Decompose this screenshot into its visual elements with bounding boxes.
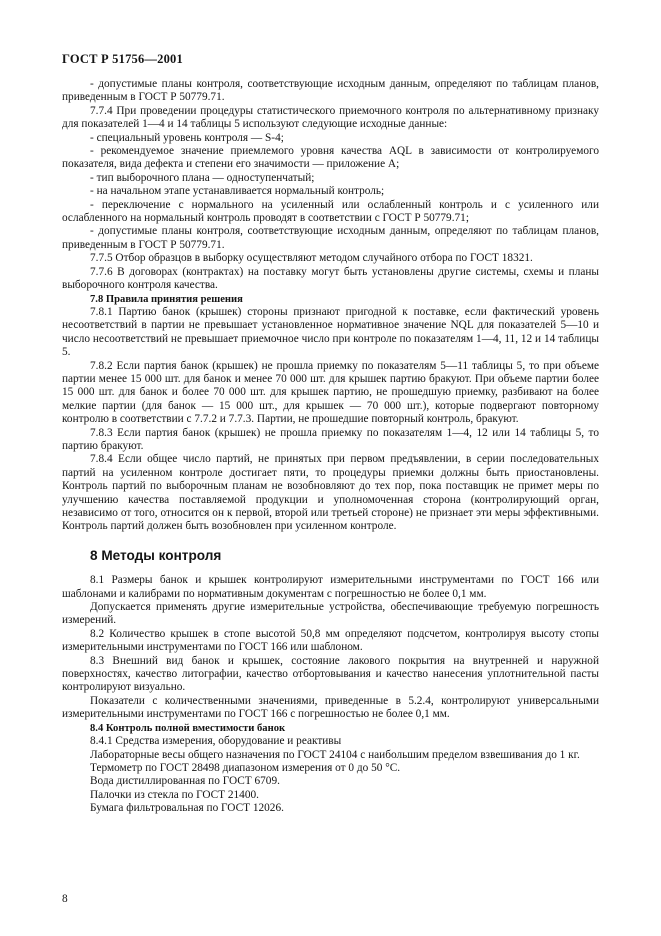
paragraph: 7.8.3 Если партия банок (крышек) не прошла приемку по показателям 1—4, 12 или 14 таблицы 5, то партию бракуют.: [62, 426, 599, 452]
paragraph: - допустимые планы контроля, соответствующие исходным данным, определяют по таблицам планов, приведенным в ГОСТ Р 50779.71.: [62, 78, 599, 104]
paragraph: Палочки из стекла по ГОСТ 21400.: [90, 788, 259, 801]
paragraph: 8.3 Внешний вид банок и крышек, состояние лакового покрытия на внутренней и наружной поверхностях, качество литографии, качество отбортовывания и качество нанесения уплотнительной пасты контролируют визуально.: [62, 654, 599, 694]
list-item: - тип выборочного плана — одноступенчатый;: [90, 171, 315, 184]
section-title: 8 Методы контроля: [90, 547, 222, 563]
page-number: 8: [62, 893, 68, 905]
paragraph: 7.7.5 Отбор образцов в выборку осуществляют методом случайного отбора по ГОСТ 18321.: [90, 252, 533, 265]
list-item: - рекомендуемое значение приемлемого уровня качества AQL в зависимости от контролируемого показателя, вида дефекта и степени его значимости — приложение А;: [62, 145, 599, 171]
paragraph: 7.7.4 При проведении процедуры статистического приемочного контроля по альтернативному признаку для показателей 1—4 и 14 таблицы 5 используют следующие исходные данные:: [62, 104, 599, 131]
paragraph: 8.2 Количество крышек в стопе высотой 50,8 мм определяют подсчетом, контролируя высоту стопы измерительными инструментами по ГОСТ 166 или шаблоном.: [62, 627, 599, 654]
list-item: - переключение с нормального на усиленный или ослабленный контроль и с усиленного или ослабленного на нормальный контроль проводят в соответствии с ГОСТ Р 50779.71;: [62, 198, 599, 225]
paragraph: Бумага фильтровальная по ГОСТ 12026.: [90, 802, 284, 815]
paragraph: Лабораторные весы общего назначения по ГОСТ 24104 с наибольшим пределом взвешивания до 1 кг.: [90, 748, 580, 761]
document-body: [62, 78, 599, 816]
paragraph: Допускается применять другие измерительные устройства, обеспечивающие требуемую погрешность измерений.: [62, 601, 599, 627]
paragraph: 7.7.6 В договорах (контрактах) на поставку могут быть установлены другие системы, схемы и планы выборочного контроля качества.: [62, 265, 599, 292]
list-item: - на начальном этапе устанавливается нормальный контроль;: [90, 185, 385, 198]
page-header: ГОСТ Р 51756—2001: [62, 52, 183, 66]
subsection-title: 7.8 Правила принятия решения: [90, 293, 243, 305]
paragraph: 8.1 Размеры банок и крышек контролируют измерительными инструментами по ГОСТ 166 или шаблонами и калибрами по нормативным документам с погрешностью не более 0,1 мм.: [62, 574, 599, 600]
subsection-title: 8.4 Контроль полной вместимости банок: [90, 722, 286, 734]
paragraph: 7.8.2 Если партия банок (крышек) не прошла приемку по показателям 5—11 таблицы 5, то при объеме партии менее 15 000 шт. для банок и менее 70 000 шт. для крышек партию бракуют. При объеме партии более 15 000 шт. для банок и более 70 000 шт. для крышек партию, не прошедшую приемку, разбивают на более мелкие партии (для банок — 15 000 шт., для крышек — 70 000 шт.), которые подвергают повторному контролю в соответствии с 7.7.2 и 7.7.3. Партии, не прошедшие повторный контроль, бракуют.: [62, 359, 599, 426]
list-item: - специальный уровень контроля — S-4;: [90, 131, 284, 144]
list-item: - допустимые планы контроля, соответствующие исходным данным, определяют по таблицам планов, приведенным в ГОСТ Р 50779.71.: [62, 225, 599, 251]
paragraph: Вода дистиллированная по ГОСТ 6709.: [90, 775, 280, 788]
paragraph: Термометр по ГОСТ 28498 диапазоном измерения от 0 до 50 °С.: [90, 761, 401, 774]
paragraph: 7.8.1 Партию банок (крышек) стороны признают пригодной к поставке, если фактический уровень несоответствий в партии не превышает установленное нормативное значение NQL для показателей 5—10 и число несоответствий не превышает приемочное число при контроле по показателям 1—4, 11, 12 и 14 таблицы 5.: [62, 305, 599, 359]
paragraph: 7.8.4 Если общее число партий, не принятых при первом предъявлении, в серии последовательных партий на усиленном контроле достигает пяти, то процедуры приемки должны быть приостановлены. Контроль партий по выборочным планам не возобновляют до тех пор, пока поставщик не примет меры по улучшению качества поставляемой продукции и уполномоченная сторона (контролирующий орган, независимо от того, относится он к первой, второй или третьей стороне) не признает эти меры эффективными. Контроль партий должен быть возобновлен при усиленном контроле.: [62, 453, 599, 533]
paragraph: Показатели с количественными значениями, приведенные в 5.2.4, контролируют универсальными измерительными инструментами по ГОСТ 166 с погрешностью не более 0,1 мм.: [62, 694, 599, 721]
paragraph: 8.4.1 Средства измерения, оборудование и реактивы: [90, 735, 342, 748]
